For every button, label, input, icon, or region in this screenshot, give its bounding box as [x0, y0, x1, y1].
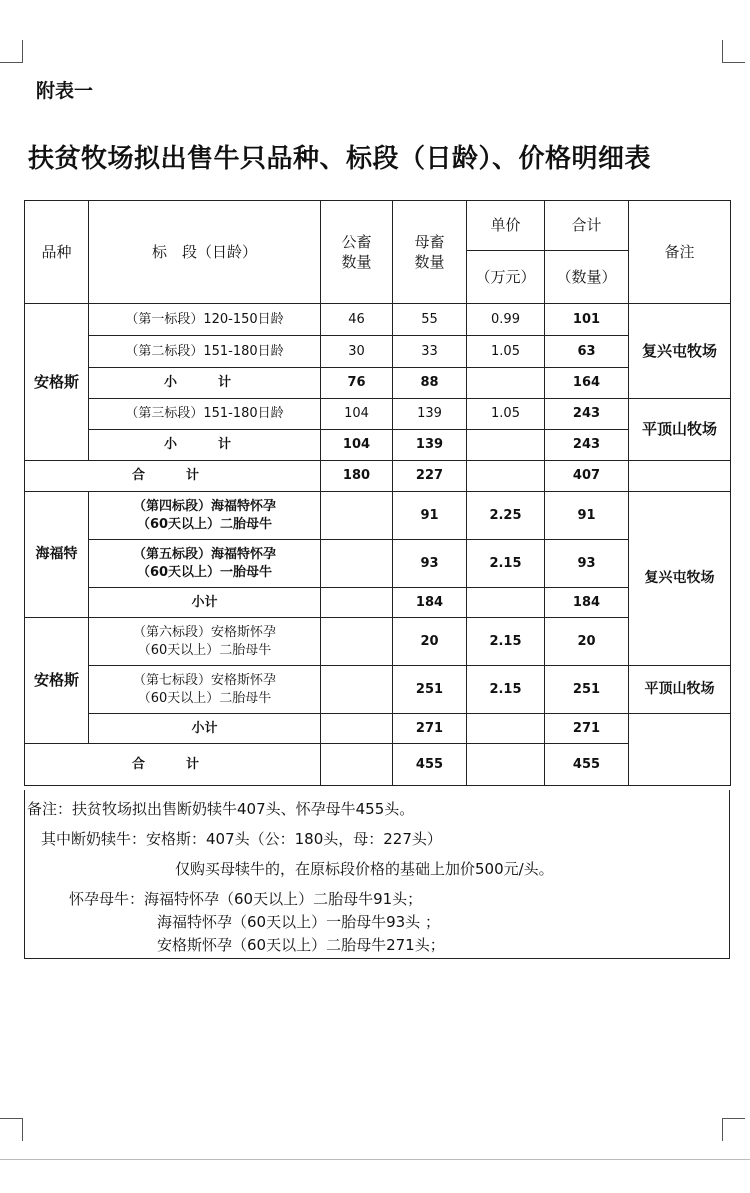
male-cell: 76: [321, 368, 393, 399]
page-title: 扶贫牧场拟出售牛只品种、标段（日龄）、价格明细表: [28, 144, 652, 174]
total-cell: 455: [545, 744, 629, 786]
male-cell: 46: [321, 304, 393, 336]
header-remark: 备注: [629, 201, 731, 304]
crop-mark-bottom-left: [0, 1118, 23, 1141]
note-line: 海福特怀孕（60天以上）一胎母牛93头 ；: [157, 913, 440, 931]
male-cell: 30: [321, 336, 393, 368]
price-cell: [467, 744, 545, 786]
subtotal-row: [25, 714, 731, 744]
page-bottom-divider: [0, 1159, 750, 1160]
male-cell: 180: [321, 461, 393, 492]
table-row: [25, 304, 731, 336]
subtotal-row: [25, 430, 731, 461]
segment-cell: （第三标段）151-180日龄: [89, 399, 321, 430]
female-cell: 20: [393, 618, 467, 666]
header-breed: 品种: [25, 201, 89, 304]
price-detail-table: [24, 200, 731, 786]
note-line: 备注：扶贫牧场拟出售断奶犊牛407头、怀孕母牛455头。: [27, 800, 415, 818]
subtotal-row: [25, 368, 731, 399]
crop-mark-top-left: [0, 40, 23, 63]
header-total: 合计: [545, 201, 629, 251]
table-row: [25, 666, 731, 714]
female-cell: 55: [393, 304, 467, 336]
male-cell: [321, 588, 393, 618]
header-male-count: 公畜 数量: [321, 201, 393, 304]
note-line: 其中断奶犊牛：安格斯：407头（公：180头，母：227头）: [41, 830, 442, 848]
price-cell: 2.15: [467, 618, 545, 666]
total-cell: 407: [545, 461, 629, 492]
segment-cell: （第四标段）海福特怀孕 （60天以上）二胎母牛: [89, 492, 321, 540]
grand-total-label: 合 计: [25, 461, 321, 492]
male-cell: [321, 744, 393, 786]
remark-cell: 平顶山牧场: [629, 666, 731, 714]
female-cell: 251: [393, 666, 467, 714]
remark-cell: [629, 461, 731, 492]
header-total-unit: （数量）: [545, 251, 629, 304]
table-row: [25, 618, 731, 666]
male-cell: [321, 666, 393, 714]
note-line: 安格斯怀孕（60天以上）二胎母牛271头；: [157, 936, 445, 954]
total-cell: 251: [545, 666, 629, 714]
table-row: [25, 540, 731, 588]
price-cell: 2.15: [467, 540, 545, 588]
female-cell: 271: [393, 714, 467, 744]
table-row: [25, 492, 731, 540]
total-cell: 101: [545, 304, 629, 336]
total-cell: 243: [545, 430, 629, 461]
breed-cell-angus: 安格斯: [25, 304, 89, 461]
subtotal-row: [25, 588, 731, 618]
price-cell: [467, 588, 545, 618]
notes-section: [24, 790, 730, 959]
subtotal-label: 小 计: [89, 368, 321, 399]
price-cell: 1.05: [467, 399, 545, 430]
female-cell: 91: [393, 492, 467, 540]
subtotal-label: 小 计: [89, 430, 321, 461]
male-cell: [321, 492, 393, 540]
female-cell: 139: [393, 430, 467, 461]
note-line: 怀孕母牛：海福特怀孕（60天以上）二胎母牛91头；: [69, 890, 423, 908]
subtotal-label: 小计: [89, 714, 321, 744]
header-female-count: 母畜 数量: [393, 201, 467, 304]
table-header-row: [25, 201, 731, 251]
grand-total-row: [25, 744, 731, 786]
male-cell: [321, 540, 393, 588]
remark-cell: 复兴屯牧场: [629, 492, 731, 666]
remark-cell: 复兴屯牧场: [629, 304, 731, 399]
segment-cell: （第一标段）120-150日龄: [89, 304, 321, 336]
price-cell: 2.15: [467, 666, 545, 714]
remark-cell: [629, 714, 731, 786]
female-cell: 184: [393, 588, 467, 618]
header-unit-price-unit: （万元）: [467, 251, 545, 304]
female-cell: 88: [393, 368, 467, 399]
appendix-label: 附表一: [36, 80, 94, 102]
crop-mark-top-right: [722, 40, 745, 63]
total-cell: 164: [545, 368, 629, 399]
total-cell: 63: [545, 336, 629, 368]
total-cell: 91: [545, 492, 629, 540]
segment-cell: （第七标段）安格斯怀孕 （60天以上）二胎母牛: [89, 666, 321, 714]
female-cell: 33: [393, 336, 467, 368]
table-row: [25, 336, 731, 368]
total-cell: 20: [545, 618, 629, 666]
total-cell: 184: [545, 588, 629, 618]
total-cell: 271: [545, 714, 629, 744]
female-cell: 455: [393, 744, 467, 786]
subtotal-label: 小计: [89, 588, 321, 618]
breed-cell-angus-pregnant: 安格斯: [25, 618, 89, 744]
female-cell: 227: [393, 461, 467, 492]
total-cell: 243: [545, 399, 629, 430]
grand-total-label: 合 计: [25, 744, 321, 786]
table-row: [25, 399, 731, 430]
price-cell: [467, 368, 545, 399]
male-cell: 104: [321, 430, 393, 461]
price-cell: [467, 461, 545, 492]
total-cell: 93: [545, 540, 629, 588]
segment-cell: （第六标段）安格斯怀孕 （60天以上）二胎母牛: [89, 618, 321, 666]
segment-cell: （第二标段）151-180日龄: [89, 336, 321, 368]
header-unit-price: 单价: [467, 201, 545, 251]
male-cell: [321, 618, 393, 666]
header-segment: 标 段（日龄）: [89, 201, 321, 304]
male-cell: [321, 714, 393, 744]
segment-cell: （第五标段）海福特怀孕 （60天以上）一胎母牛: [89, 540, 321, 588]
male-cell: 104: [321, 399, 393, 430]
price-cell: [467, 714, 545, 744]
price-cell: 1.05: [467, 336, 545, 368]
price-cell: 0.99: [467, 304, 545, 336]
note-line: 仅购买母犊牛的，在原标段价格的基础上加价500元/头。: [175, 860, 554, 878]
breed-cell-hereford: 海福特: [25, 492, 89, 618]
remark-cell: 平顶山牧场: [629, 399, 731, 461]
female-cell: 93: [393, 540, 467, 588]
grand-total-row: [25, 461, 731, 492]
female-cell: 139: [393, 399, 467, 430]
price-cell: 2.25: [467, 492, 545, 540]
price-cell: [467, 430, 545, 461]
crop-mark-bottom-right: [722, 1118, 745, 1141]
